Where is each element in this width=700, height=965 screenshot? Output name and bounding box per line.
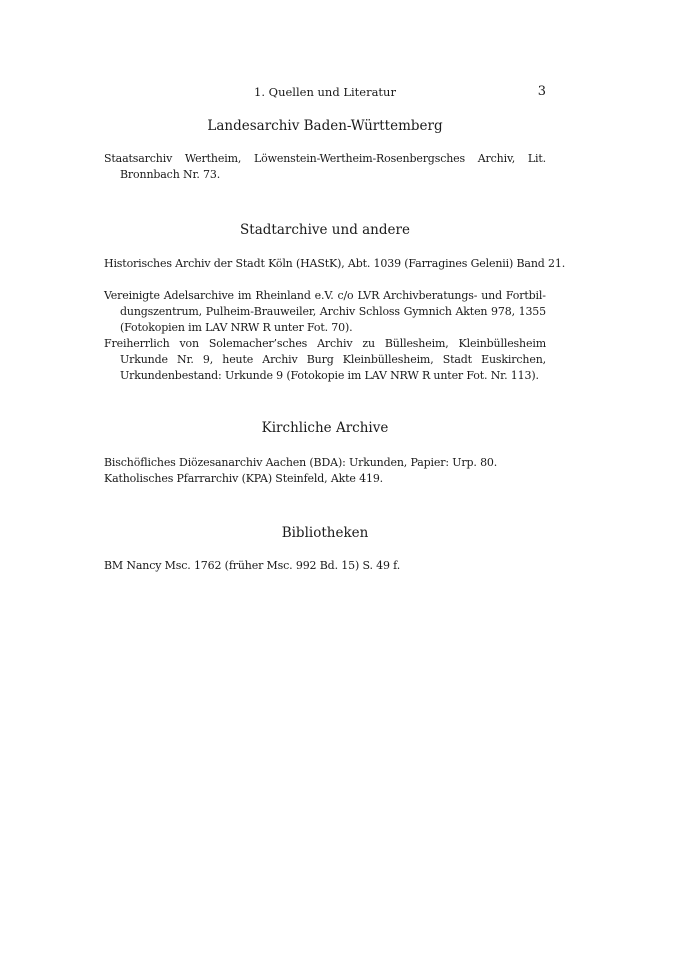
section-heading-landesarchiv: Landesarchiv Baden-Württemberg: [207, 118, 443, 134]
page-number: 3: [537, 84, 546, 99]
entry-pfarrarchiv-steinfeld: Katholisches Pfarrarchiv (KPA) Steinfeld, Akte 419.: [104, 472, 384, 485]
entry-bm-nancy: BM Nancy Msc. 1762 (früher Msc. 992 Bd. 15) S. 49 f.: [104, 559, 401, 572]
section-heading-kirchliche-archive: Kirchliche Archive: [261, 420, 389, 436]
entry-staatsarchiv-wertheim: Staatsarchiv Wertheim, Löwenstein-Wertheim-Rosenbergsches Archiv, Lit. Bronnbach Nr. 73.: [104, 152, 546, 181]
running-head: [104, 85, 546, 101]
section-heading-bibliotheken: Bibliotheken: [281, 525, 369, 541]
section-heading-stadtarchive: Stadtarchive und andere: [240, 222, 410, 238]
entry-vereinigte-adelsarchive: Vereinigte Adelsarchive im Rheinland e.V. c/o LVR Archivberatungs- und Fortbildungszentrum, Pulheim-Brauweiler, Archiv Schloss Gymnich Akten 978, 1355 (Fotokopien im LAV NRW R unter Fot. 70).: [104, 289, 546, 334]
running-head-title: 1. Quellen und Literatur: [254, 85, 396, 99]
entry-solemacher-archiv: Freiherrlich von Solemacher’sches Archiv zu Büllesheim, Kleinbüllesheim Urkunde Nr. 9, heute Archiv Burg Kleinbüllesheim, Stadt Euskirchen, Urkundenbestand: Urkunde 9 (Fotokopie im LAV NRW R unter Fot. Nr. 113).: [104, 337, 546, 382]
entry-historisches-archiv-koeln: Historisches Archiv der Stadt Köln (HAStK), Abt. 1039 (Farragines Gelenii) Band 21.: [104, 257, 566, 270]
entry-dioezesanarchiv-aachen: Bischöfliches Diözesanarchiv Aachen (BDA): Urkunden, Papier: Urp. 80.: [104, 456, 498, 469]
